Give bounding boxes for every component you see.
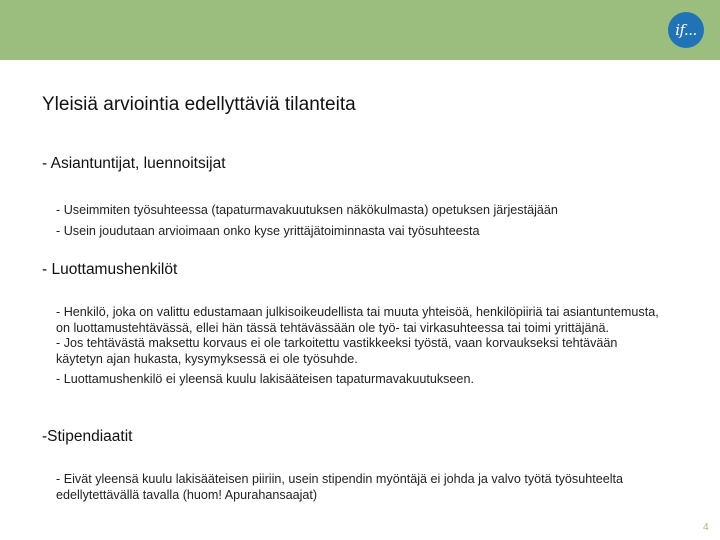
header-bar bbox=[0, 0, 720, 60]
list-item: - Luottamushenkilö ei yleensä kuulu lakisääteisen tapaturmavakuutukseen. bbox=[56, 372, 474, 386]
bullet-list-luottamushenkilot bbox=[56, 305, 676, 388]
list-item: - Usein joudutaan arvioimaan onko kyse yrittäjätoiminnasta vai työsuhteesta bbox=[56, 223, 480, 238]
list-item: - Jos tehtävästä maksettu korvaus ei ole tarkoitettu vastikkeeksi työstä, vaan korvaukseksi tehtävään käytetyn ajan hukasta, kysymyksessä ei ole työsuhde. bbox=[56, 336, 618, 366]
section-heading-luottamushenkilot: - Luottamushenkilöt bbox=[42, 261, 178, 278]
section-heading-asiantuntijat: - Asiantuntijat, luennoitsijat bbox=[42, 155, 226, 172]
bullet-list-asiantuntijat bbox=[56, 203, 558, 239]
section-heading-stipendiaatit: -Stipendiaatit bbox=[42, 428, 133, 445]
list-item: - Henkilö, joka on valittu edustamaan julkisoikeudellista tai muuta yhteisöä, henkilöpiiriä tai asiantuntemusta, on luottamustehtävässä, ellei hän tässä tehtävässään ole työ- tai virkasuhteessa tai toimi yrittäjänä. bbox=[56, 305, 659, 335]
list-item: - Eivät yleensä kuulu lakisääteisen piiriin, usein stipendin myöntäjä ei johda ja valvo työtä työsuhteelta edellytettävällä tavalla (huom! Apurahansaajat) bbox=[56, 472, 624, 502]
if-logo: if... bbox=[668, 12, 704, 48]
bullet-list-stipendiaatit bbox=[56, 472, 631, 503]
slide-title: Yleisiä arviointia edellyttäviä tilanteita bbox=[42, 94, 356, 115]
list-item: - Useimmiten työsuhteessa (tapaturmavakuutuksen näkökulmasta) opetuksen järjestäjään bbox=[56, 203, 558, 217]
page-number: 4 bbox=[703, 522, 709, 533]
